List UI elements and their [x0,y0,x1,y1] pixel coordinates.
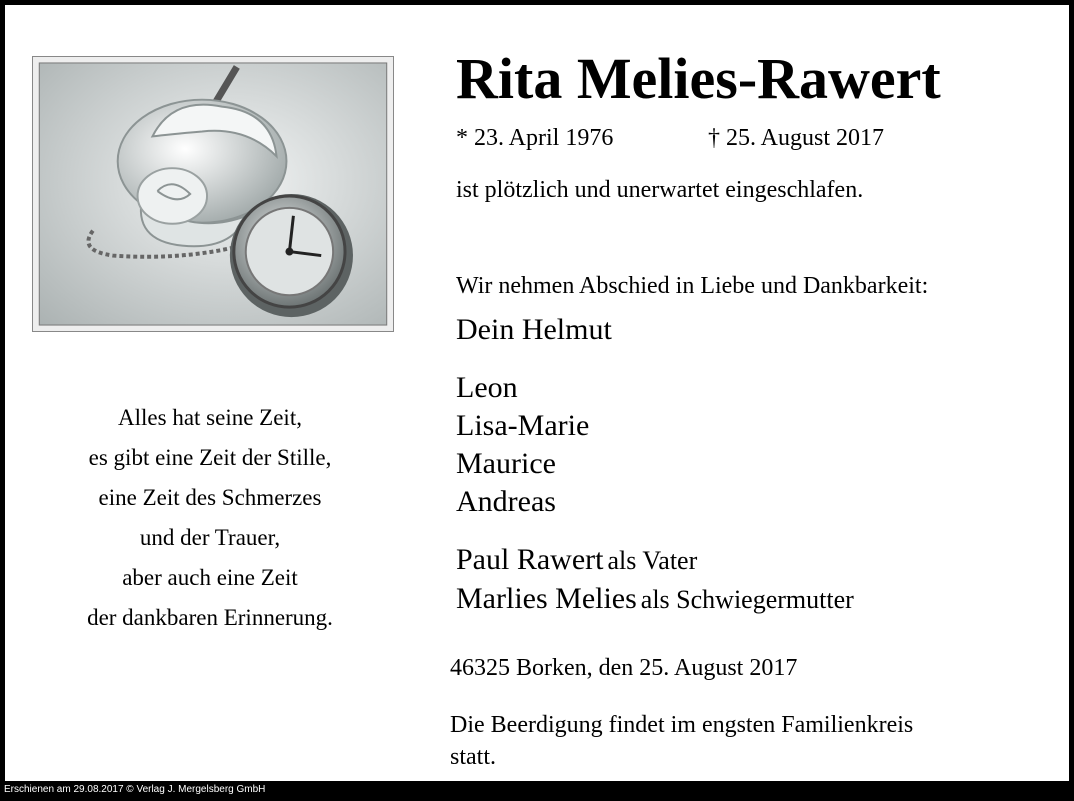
publication-footer: Erschienen am 29.08.2017 © Verlag J. Mergelsberg GmbH [4,784,266,795]
place-and-date: 46325 Borken, den 25. August 2017 [450,655,798,681]
mother-in-law-name: Marlies Melies [456,582,637,615]
husband-name: Dein Helmut [456,313,612,346]
rose-and-pocket-watch-image [32,56,394,332]
life-dates [456,125,885,152]
poem-line: aber auch eine Zeit [122,565,298,590]
farewell-line: Wir nehmen Abschied in Liebe und Dankbarkeit: [456,273,929,299]
death-date: † 25. August 2017 [708,125,885,151]
father-name: Paul Rawert [456,543,604,576]
mother-in-law-line [456,582,854,616]
obituary-card [5,5,1069,781]
father-role: als Vater [607,546,698,575]
mother-in-law-role: als Schwiegermutter [640,585,854,614]
poem [5,398,415,638]
child-name: Andreas [456,485,556,518]
birth-date: * 23. April 1976 [456,125,614,151]
poem-line: eine Zeit des Schmerzes [98,485,322,510]
poem-line: und der Trauer, [139,525,281,550]
child-name: Leon [456,371,518,404]
father-line [456,543,697,577]
poem-line: der dankbaren Erinnerung. [87,605,333,630]
funeral-note-line2: statt. [450,744,496,770]
statement: ist plötzlich und unerwartet eingeschlafen. [456,177,864,203]
poem-line: es gibt eine Zeit der Stille, [88,445,332,470]
child-name: Maurice [456,447,556,480]
poem-line: Alles hat seine Zeit, [118,405,302,430]
deceased-name: Rita Melies-Rawert [456,46,941,111]
funeral-note-line1: Die Beerdigung findet im engsten Familienkreis [450,712,914,738]
child-name: Lisa-Marie [456,409,590,442]
